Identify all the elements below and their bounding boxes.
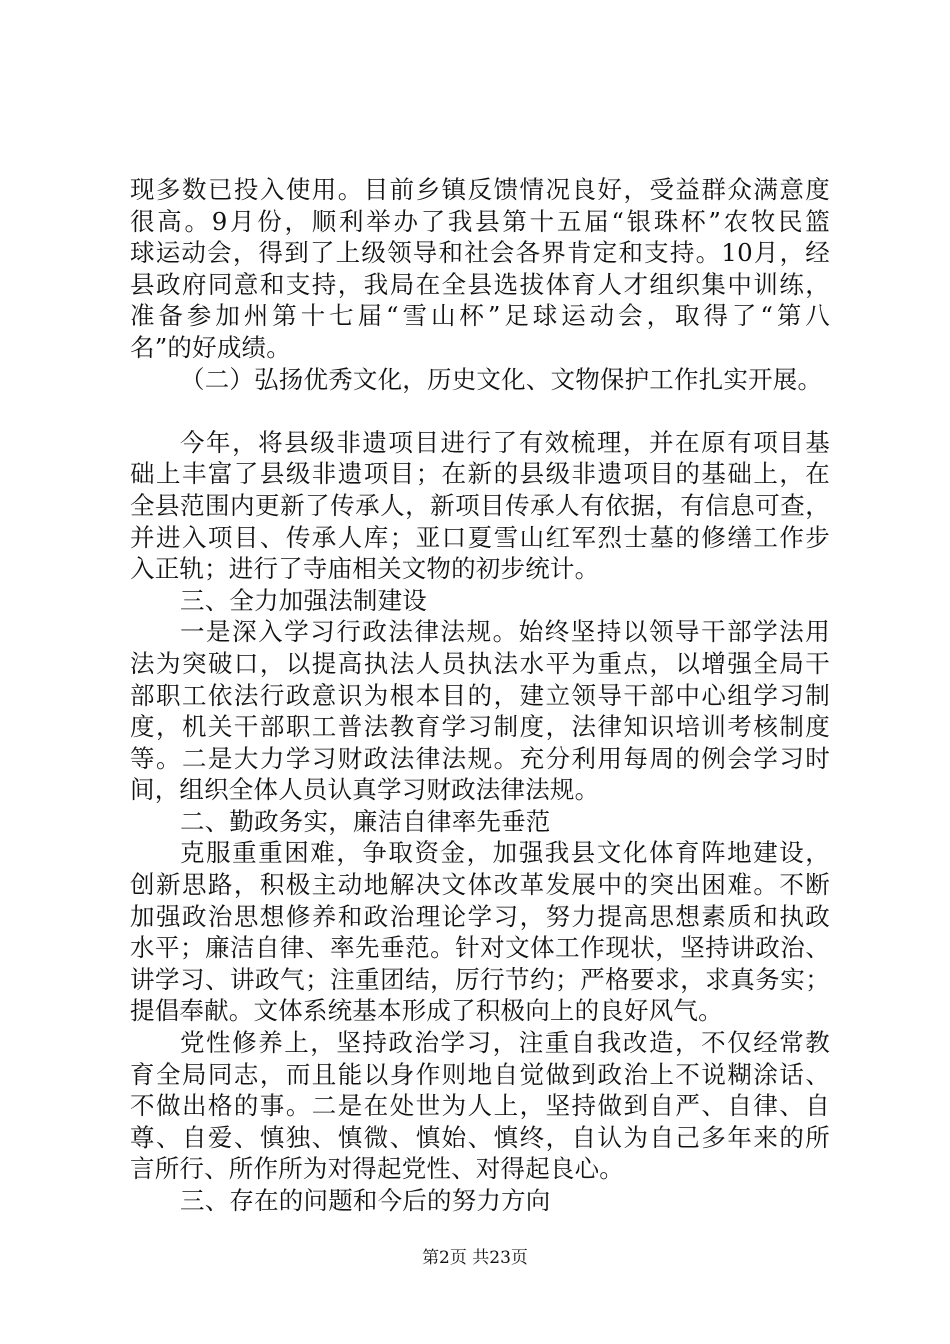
text-line: 提倡奉献。文体系统基本形成了积极向上的良好风气。 xyxy=(130,996,723,1026)
text-line: 入正轨；进行了寺庙相关文物的初步统计。 xyxy=(130,554,600,584)
text-line: 县政府同意和支持，我局在全县选拔体育人才组织集中训练， xyxy=(130,269,830,299)
text-line: 部职工依法行政意识为根本目的，建立领导干部中心组学习制 xyxy=(130,680,830,710)
text-line: 等。二是大力学习财政法律法规。充分利用每周的例会学习时 xyxy=(130,743,830,773)
section-heading: （二）弘扬优秀文化，历史文化、文物保护工作扎实开展。 xyxy=(180,364,823,394)
text-line: 很高。9月份，顺利举办了我县第十五届“银珠杯”农牧民篮 xyxy=(130,206,830,236)
text-line: 并进入项目、传承人库；亚口夏雪山红军烈士墓的修缮工作步 xyxy=(130,522,830,552)
text-line: 克服重重困难，争取资金，加强我县文化体育阵地建设， xyxy=(180,838,830,868)
text-line: 间，组织全体人员认真学习财政法律法规。 xyxy=(130,775,600,805)
text-line: 全县范围内更新了传承人，新项目传承人有依据，有信息可查， xyxy=(130,490,830,520)
text-line: 加强政治思想修养和政治理论学习，努力提高思想素质和执政 xyxy=(130,901,830,931)
text-line: 础上丰富了县级非遗项目；在新的县级非遗项目的基础上，在 xyxy=(130,459,830,489)
text-line: 球运动会，得到了上级领导和社会各界肯定和支持。10月，经 xyxy=(130,238,830,268)
section-heading: 三、存在的问题和今后的努力方向 xyxy=(180,1186,551,1215)
text-line: 水平；廉洁自律、率先垂范。针对文体工作现状，坚持讲政治、 xyxy=(130,933,830,963)
document-body xyxy=(130,174,830,1217)
text-line: 讲学习、讲政气；注重团结，厉行节约；严格要求，求真务实； xyxy=(130,964,830,994)
page-number: 第2页 共23页 xyxy=(422,1248,528,1268)
paragraph-gap xyxy=(130,395,830,427)
text-line: 现多数已投入使用。目前乡镇反馈情况良好，受益群众满意度 xyxy=(130,175,830,204)
text-line: 党性修养上，坚持政治学习，注重自我改造，不仅经常教 xyxy=(180,1028,830,1058)
text-line: 准备参加州第十七届“雪山杯”足球运动会，取得了“第八 xyxy=(130,301,830,331)
text-line: 尊、自爱、慎独、慎微、慎始、慎终，自认为自己多年来的所 xyxy=(130,1122,830,1152)
section-heading: 二、勤政务实，廉洁自律率先垂范 xyxy=(180,806,551,836)
text-line: 名”的好成绩。 xyxy=(130,332,291,362)
text-line: 不做出格的事。二是在处世为人上，坚持做到自严、自律、自 xyxy=(130,1091,830,1121)
text-line: 法为突破口，以提高执法人员执法水平为重点，以增强全局干 xyxy=(130,648,830,678)
text-line: 今年，将县级非遗项目进行了有效梳理，并在原有项目基 xyxy=(180,427,830,457)
text-line: 一是深入学习行政法律法规。始终坚持以领导干部学法用 xyxy=(180,617,830,647)
section-heading: 三、全力加强法制建设 xyxy=(180,585,427,615)
text-line: 创新思路，积极主动地解决文体改革发展中的突出困难。不断 xyxy=(130,870,830,900)
text-line: 度，机关干部职工普法教育学习制度，法律知识培训考核制度 xyxy=(130,712,830,742)
text-line: 言所行、所作所为对得起党性、对得起良心。 xyxy=(130,1154,624,1184)
text-line: 育全局同志，而且能以身作则地自觉做到政治上不说糊涂话、 xyxy=(130,1059,830,1089)
